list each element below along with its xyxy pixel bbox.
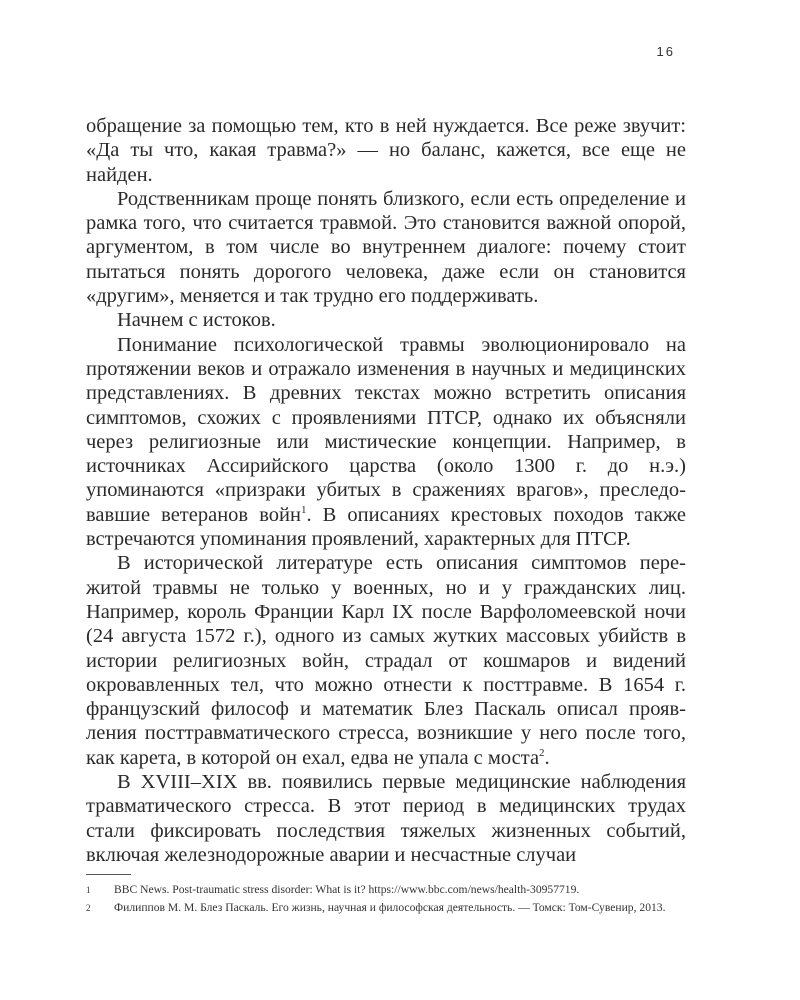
paragraph <box>86 770 686 867</box>
footnote-number: 2 <box>86 903 91 913</box>
page-number: 16 <box>656 44 675 59</box>
footnote-divider <box>86 874 131 875</box>
paragraph-text: Родственникам проще понять близкого, если есть определение и рамка того, что считается травмой. Это становится важной опорой, аргументом, в том числе во внутреннем диалоге: почему стоит пытаться понять дорогого человека, даже если он становится «другим», меняется и так трудно его поддерживать. <box>86 187 686 308</box>
paragraph-text: В XVIII–XIX вв. появились первые медицинские наблюдения травматического стресса. В этот период в медицинских трудах стали фиксировать последствия тяжелых жизненных событий, включая железнодорожные аварии и несчастные случаи <box>86 771 686 866</box>
paragraph <box>86 333 686 552</box>
paragraph <box>86 308 686 332</box>
footnote-text: Филиппов М. М. Блез Паскаль. Его жизнь, научная и философская деятельность. — Томск: Том-Сувенир, 2013. <box>114 901 666 914</box>
paragraph-text: Начнем с истоков. <box>117 309 276 332</box>
paragraph-text: . <box>544 746 550 769</box>
paragraph-text: обращение за помощью тем, кто в ней нуждается. Все реже звучит: «Да ты что, какая травма?» — но баланс, кажется, все еще не найден. <box>86 115 686 186</box>
paragraph-text: В исторической литературе есть описания симптомов пережитой травмы не только у военных, но и у гражданских лиц. Например, король Франции Карл IX после Варфоломеевской ночи (24 августа 1572 г.), одного из самых жутких массовых убийств в истории религиозных войн, страдал от кошмаров и видений окровавленных тел, что можно отнести к посттравме. В 1654 г. французский философ и математик Блез Паскаль описал проявления посттравматического стресса, возникшие у него после того, как карета, в которой он ехал, едва не упала с моста <box>86 552 686 769</box>
footnote-reference[interactable]: 1 <box>300 503 307 516</box>
footnote-number: 1 <box>86 885 91 895</box>
footnote <box>86 899 686 917</box>
paragraph <box>86 187 686 308</box>
paragraph <box>86 114 686 187</box>
footnotes <box>86 881 686 917</box>
paragraph <box>86 551 686 770</box>
footnote-reference[interactable]: 2 <box>539 746 545 759</box>
body-text <box>86 114 686 867</box>
paragraph-text: . В описаниях крестовых походов также встречаются упоминания проявлений, характерных для ПТСР. <box>86 503 686 551</box>
footnote-text: BBC News. Post-traumatic stress disorder: What is it? https://www.bbc.com/news/health-30957719. <box>114 883 580 896</box>
footnote <box>86 881 686 899</box>
paragraph-text: Понимание психологической травмы эволюционировало на протяжении веков и отражало изменения в научных и медицинских представлениях. В древних текстах можно встретить описания симптомов, схожих с проявлениями ПТСР, однако их объясняли через религиозные или мистические концепции. Например, в источниках Ассирийского царства (около 1300 г. до н.э.) упоминаются «призраки убитых в сражениях врагов», преследовавшие ветеранов войн <box>86 333 686 526</box>
